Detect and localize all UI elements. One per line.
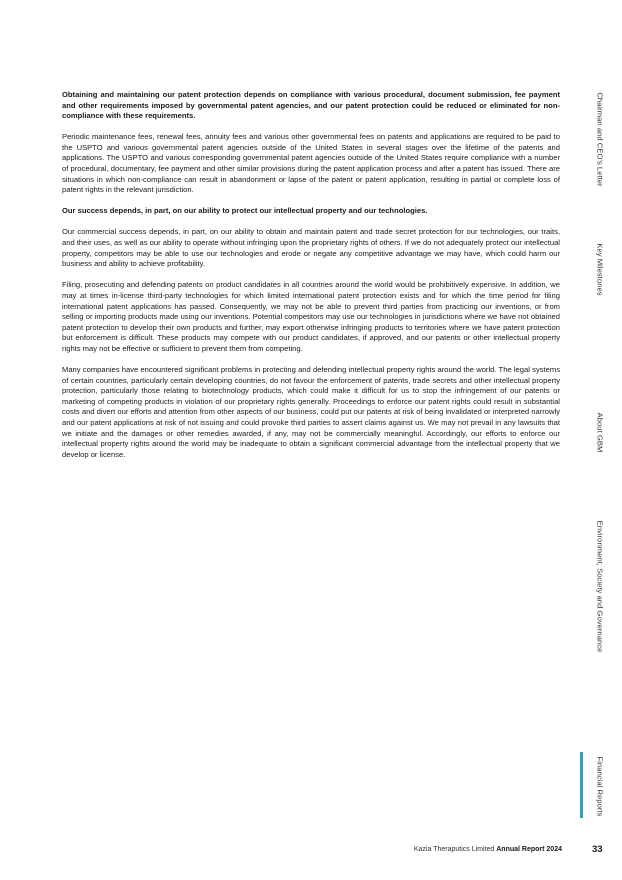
nav-item-chairman-ceo-letter[interactable]: Chairman and CEO's Letter [595,92,605,187]
body-paragraph: Filing, prosecuting and defending patents on product candidates in all countries around the world would be prohibitively expensive. In addition, we may at times in-license third-party technologies for which limited international patent protection exists and for which the time period for filing international patent applications has passed. Consequently, we may not be able to prevent third parties from practicing our inventions, or from selling or importing products made using our inventions. Potential competitors may use our technologies in jurisdictions where we have not obtained patent protection to develop their own products and further, may export otherwise infringing products to territories where we have patent protection but enforcement is difficult. These products may compete with our product candidates, if approved, and our patents or other intellectual property rights may not be effective or sufficient to prevent them from competing. [62,280,560,353]
footer-company-name: Kazia Theraputics Limited [413,846,495,853]
nav-item-financial-reports[interactable]: Financial Reports [595,756,605,817]
body-paragraph: Many companies have encountered significant problems in protecting and defending intellectual property rights around the world. The legal systems of certain countries, particularly certain developing countries, do not favour the enforcement of patents, trade secrets and other intellectual property protection, particularly those relating to biotechnology products, which could make it difficult for us to stop the infringement of our patents or marketing of competing products in violation of our proprietary rights generally. Proceedings to enforce our patent rights could result in substantial costs and divert our efforts and attention from other aspects of our business, could put our patents at risk of being invalidated or interpreted narrowly and our patent applications at risk of not issuing and could provoke third parties to assert claims against us. We may not prevail in any lawsuits that we initiate and the damages or other remedies awarded, if any, may not be commercially meaningful. Accordingly, our efforts to enforce our intellectual property rights around the world may be inadequate to obtain a significant commercial advantage from the intellectual property that we develop or license. [62,364,560,459]
body-paragraph: Our commercial success depends, in part, on our ability to obtain and maintain patent and trade secret protection for our technologies, our traits, and their uses, as well as our ability to operate without infringing upon the proprietary rights of others. If we do not adequately protect our intellectual property, competitors may be able to use our technologies and erode or negate any competitive advantage we may have, which could harm our business and ability to achieve profitability. [62,227,560,269]
section-heading-ip-protection: Our success depends, in part, on our ability to protect our intellectual property and our technologies. [62,206,428,216]
body-paragraph: Periodic maintenance fees, renewal fees, annuity fees and various other governmental fees on patents and applications are required to be paid to the USPTO and various governmental patent agencies outside of the United States in several stages over the lifetime of the patents and applications. The USPTO and various corresponding governmental patent agencies outside of the United States require compliance with a number of procedural, documentary, fee payment and other similar provisions during the patent application process and after a patent has issued. There are situations in which non-compliance can result in abandonment or lapse of the patent or patent application, resulting in partial or complete loss of patent rights in the relevant jurisdiction. [62,132,560,195]
footer-report-title: Annual Report 2024 [496,846,562,853]
nav-item-key-milestones[interactable]: Key Milestones [595,243,605,296]
active-section-indicator [580,752,583,818]
page-number: 33 [592,844,603,855]
document-body [62,90,560,471]
section-heading-patent-compliance: Obtaining and maintaining our patent protection depends on compliance with various procedural, document submission, fee payment and other requirements imposed by governmental patent agencies, and our patent protection could be reduced or eliminated for non-compliance with these requirements. [62,90,560,121]
page-footer [414,846,562,853]
section-side-nav [580,0,620,880]
nav-item-environment-society-governance[interactable]: Environment, Society and Governance [595,520,605,653]
nav-item-about-gbm[interactable]: About GBM [595,412,605,453]
